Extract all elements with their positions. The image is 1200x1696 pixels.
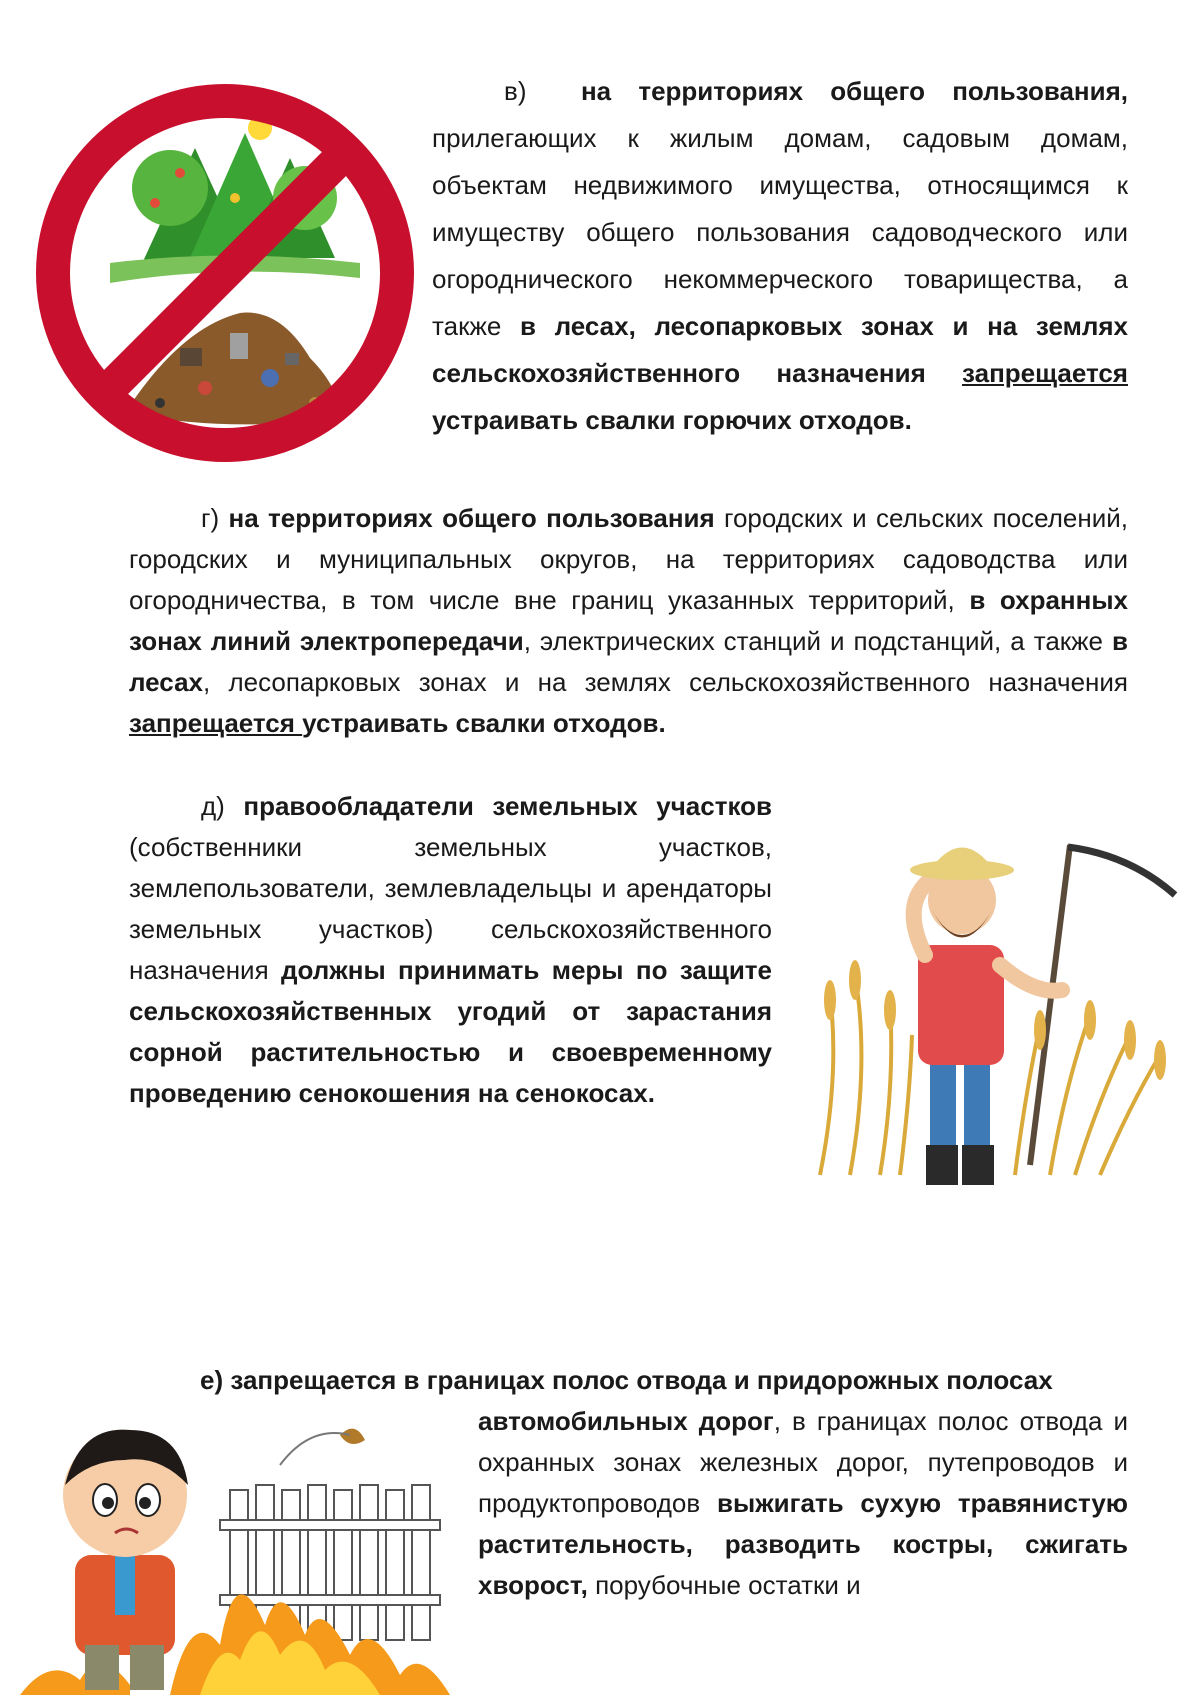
paragraph-e-bold-1: запрещается в границах полос отвода и придорожных полосах xyxy=(230,1365,1053,1395)
paragraph-v xyxy=(432,68,1128,444)
paragraph-v-bold-2: в лесах, лесопарковых зонах и на землях сельскохозяйственного назначения xyxy=(432,311,1128,388)
farmer-with-scythe-icon xyxy=(800,825,1190,1195)
paragraph-d xyxy=(129,786,772,1114)
paragraph-g-bold-1: на территориях общего пользования xyxy=(228,503,715,533)
paragraph-e-text-1: , в границах полос отвода и охранных зонах железных дорог, путепроводов и продуктопроводов xyxy=(478,1406,1129,1518)
paragraph-d-text-1: (собственники земельных участков, землепользователи, землевладельцы и арендаторы земельных участков) сельскохозяйственного назначения xyxy=(129,832,772,985)
boy-grass-fire-icon xyxy=(20,1405,450,1695)
paragraph-g-text-1: городских и сельских поселений, городских и муниципальных округов, на территориях садоводства или огородничества, в том числе вне границ указанных территорий, xyxy=(129,503,1128,615)
paragraph-v-bold-1: на территориях общего пользования, xyxy=(580,76,1129,106)
no-dumping-sign-icon xyxy=(30,58,420,488)
paragraph-v-marker: в) xyxy=(504,76,527,106)
paragraph-e-bold-3: выжигать сухую травянистую растительность, разводить костры, сжигать хворост, xyxy=(478,1488,1128,1600)
paragraph-e-line-1 xyxy=(200,1360,1128,1401)
paragraph-v-bold-3: устраивать свалки горючих отходов. xyxy=(432,405,912,435)
paragraph-d-bold-2: должны принимать меры по защите сельскохозяйственных угодий от зарастания сорной растительностью и своевременному проведению сенокошения на сенокосах. xyxy=(129,955,772,1108)
paragraph-v-text-1: прилегающих к жилым домам, садовым домам, объектам недвижимого имущества, относящимся к имуществу общего пользования садоводческого или огороднического некоммерческого товарищества, а также xyxy=(432,123,1128,341)
paragraph-g-bold-3: в лесах xyxy=(129,626,1128,697)
paragraph-g-text-2: , электрических станций и подстанций, а также xyxy=(523,626,1113,656)
paragraph-d-marker: д) xyxy=(201,791,225,821)
paragraph-g-prohibited: запрещается xyxy=(129,708,303,738)
paragraph-e-text-2: порубочные остатки и xyxy=(587,1570,861,1600)
paragraph-v-prohibited: запрещается xyxy=(962,358,1128,388)
paragraph-d-bold-1: правообладатели земельных участков xyxy=(243,791,772,821)
paragraph-g xyxy=(129,498,1128,744)
paragraph-g-bold-4: устраивать свалки отходов. xyxy=(302,708,666,738)
paragraph-e-rest xyxy=(478,1401,1128,1606)
paragraph-g-marker: г) xyxy=(201,503,220,533)
paragraph-e-bold-2: автомобильных дорог xyxy=(478,1406,774,1436)
paragraph-e-marker: е) xyxy=(200,1365,224,1395)
paragraph-g-bold-2: в охранных зонах линий электропередачи xyxy=(129,585,1128,656)
paragraph-g-text-3: , лесопарковых зонах и на землях сельскохозяйственного назначения xyxy=(203,667,1128,697)
